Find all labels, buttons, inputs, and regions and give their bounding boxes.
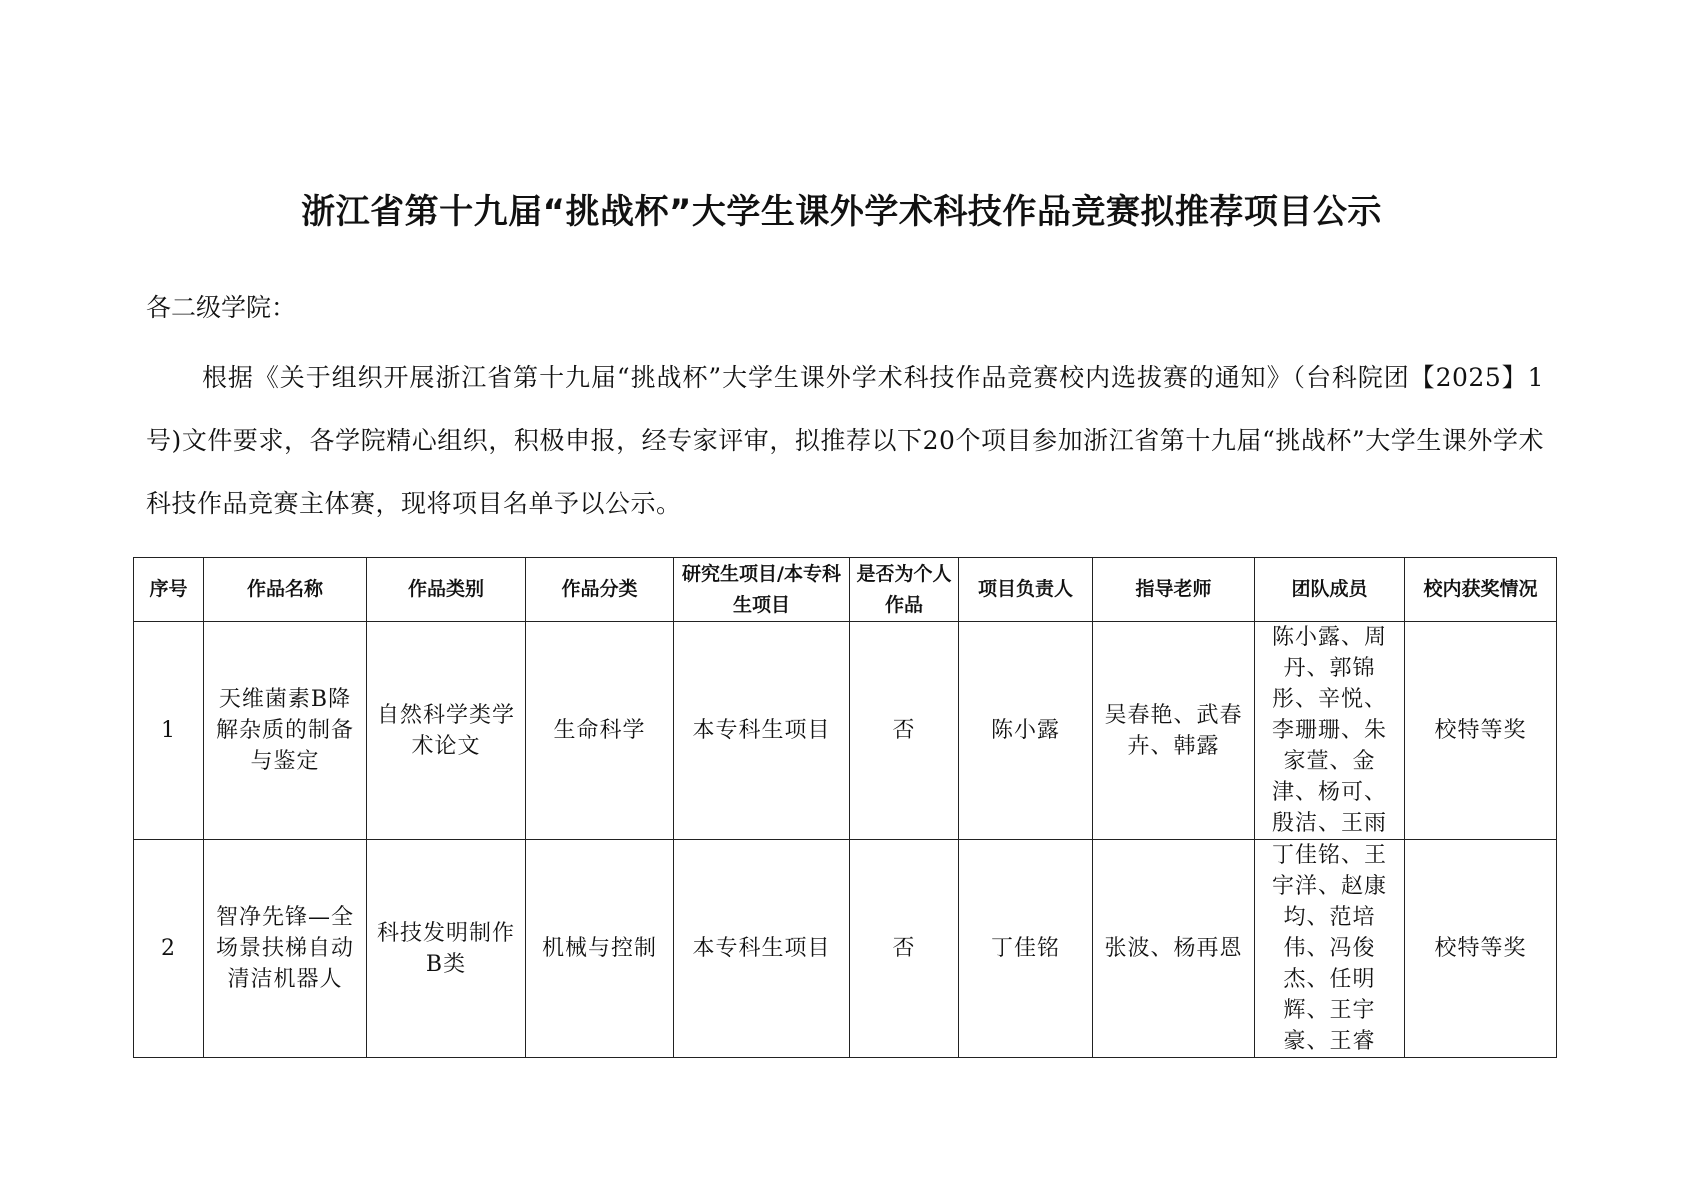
- header-category: 作品类别: [367, 558, 526, 622]
- cell-category: 自然科学类学术论文: [367, 622, 526, 840]
- cell-no: 1: [134, 622, 204, 840]
- cell-classification: 机械与控制: [526, 840, 674, 1058]
- cell-leader: 陈小露: [959, 622, 1093, 840]
- header-name: 作品名称: [204, 558, 367, 622]
- document-title: 浙江省第十九届“挑战杯”大学生课外学术科技作品竞赛拟推荐项目公示: [301, 192, 1382, 232]
- cell-individual: 否: [850, 840, 959, 1058]
- header-members: 团队成员: [1255, 558, 1405, 622]
- cell-members: 陈小露、周丹、郭锦彤、辛悦、李珊珊、朱家萱、金津、杨可、殷洁、王雨: [1255, 622, 1405, 840]
- cell-award: 校特等奖: [1405, 622, 1557, 840]
- header-leader: 项目负责人: [959, 558, 1093, 622]
- header-classification: 作品分类: [526, 558, 674, 622]
- header-level: 研究生项目/本专科生项目: [674, 558, 850, 622]
- cell-advisor: 张波、杨再恩: [1093, 840, 1255, 1058]
- body-paragraph: 根据《关于组织开展浙江省第十九届“挑战杯”大学生课外学术科技作品竞赛校内选拔赛的通知》（台科院团【2025】1号)文件要求，各学院精心组织，积极申报，经专家评审，拟推荐以下20个项目参加浙江省第十九届“挑战杯”大学生课外学术科技作品竞赛主体赛，现将项目名单予以公示。: [146, 363, 1544, 518]
- cell-name: 天维菌素B降解杂质的制备与鉴定: [204, 622, 367, 840]
- cell-level: 本专科生项目: [674, 622, 850, 840]
- cell-leader: 丁佳铭: [959, 840, 1093, 1058]
- cell-level: 本专科生项目: [674, 840, 850, 1058]
- table-header-row: [134, 558, 1557, 622]
- cell-no: 2: [134, 840, 204, 1058]
- cell-category: 科技发明制作B类: [367, 840, 526, 1058]
- table-row: [134, 840, 1557, 1058]
- cell-members: 丁佳铭、王宇洋、赵康均、范培伟、冯俊杰、任明辉、王宇豪、王睿: [1255, 840, 1405, 1058]
- cell-individual: 否: [850, 622, 959, 840]
- cell-advisor: 吴春艳、武春卉、韩露: [1093, 622, 1255, 840]
- cell-award: 校特等奖: [1405, 840, 1557, 1058]
- salutation: 各二级学院：: [146, 293, 297, 322]
- table-row: [134, 622, 1557, 840]
- cell-name: 智净先锋—全场景扶梯自动清洁机器人: [204, 840, 367, 1058]
- header-award: 校内获奖情况: [1405, 558, 1557, 622]
- cell-classification: 生命科学: [526, 622, 674, 840]
- projects-table: [133, 557, 1557, 1058]
- header-advisor: 指导老师: [1093, 558, 1255, 622]
- header-individual: 是否为个人作品: [850, 558, 959, 622]
- header-no: 序号: [134, 558, 204, 622]
